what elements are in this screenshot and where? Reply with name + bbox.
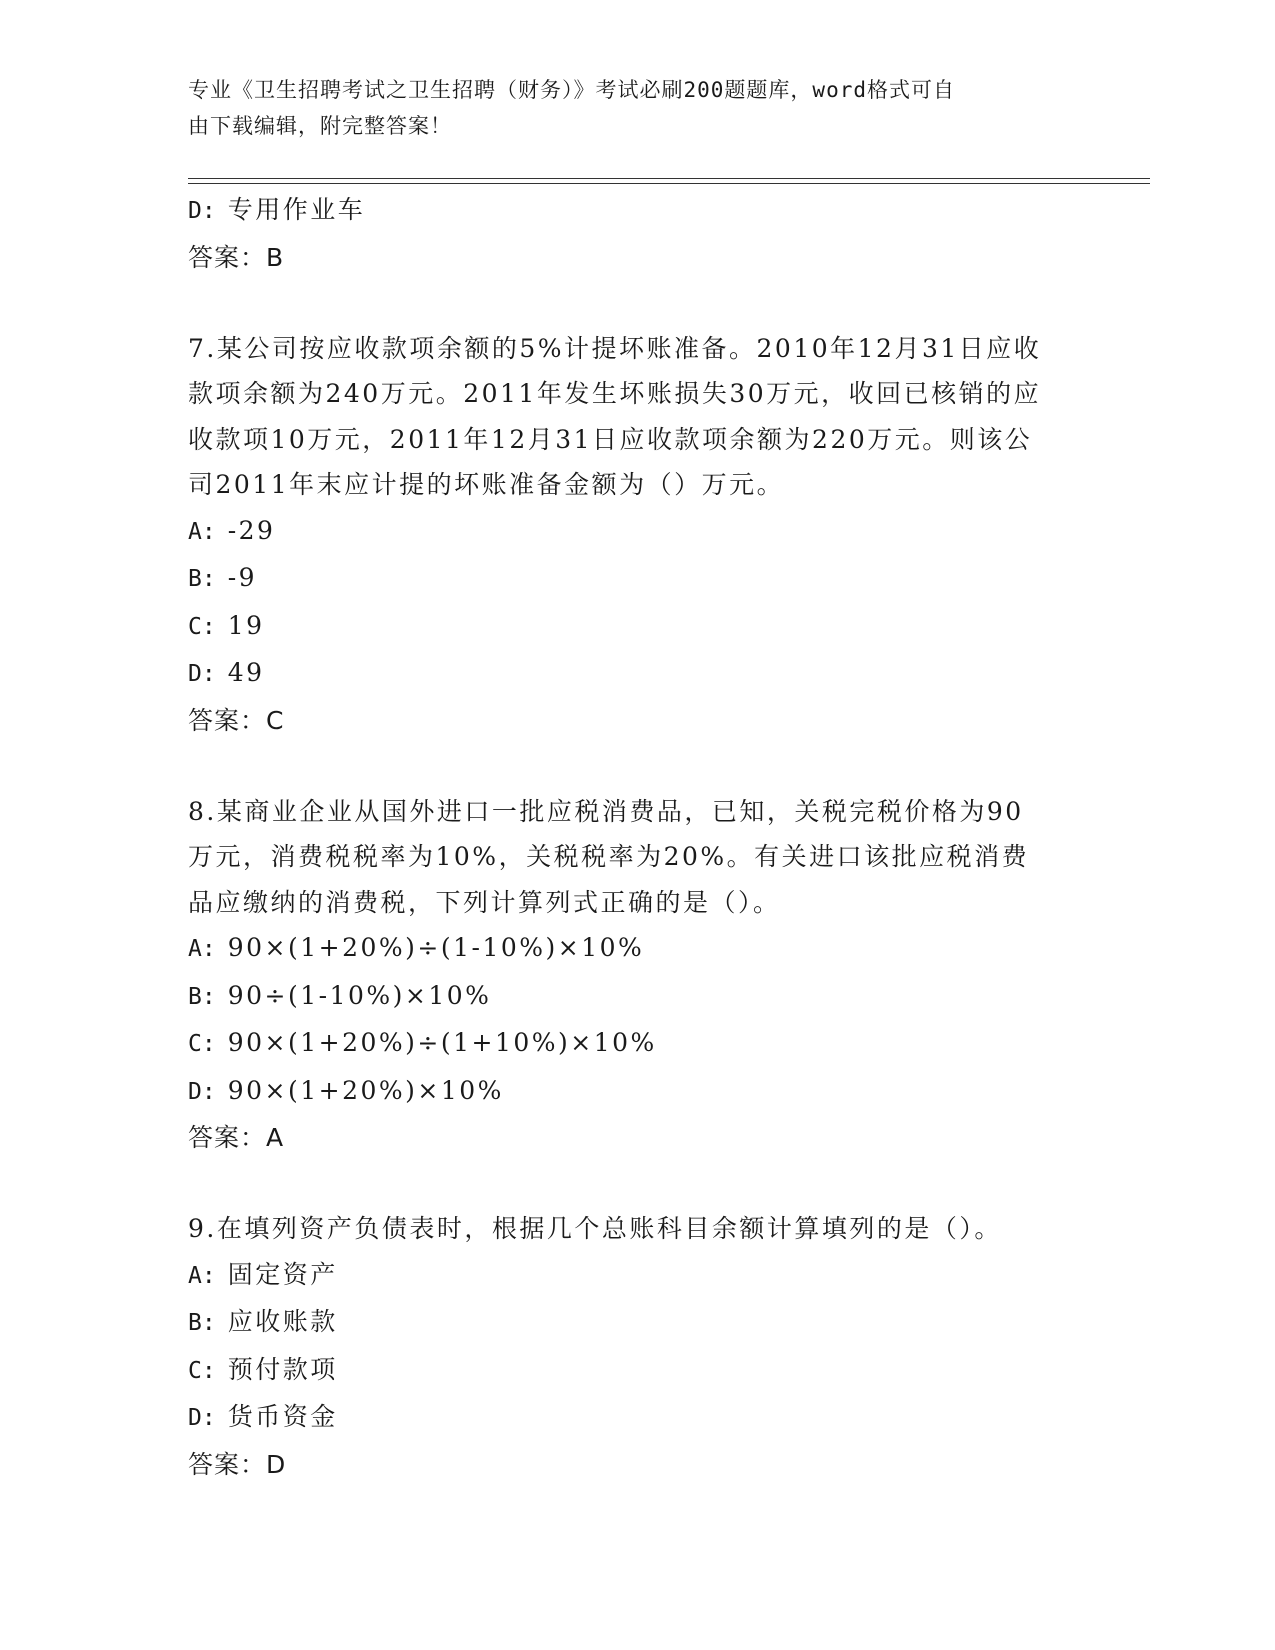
option-row bbox=[188, 1068, 1088, 1116]
spacer bbox=[188, 1161, 1088, 1207]
option-text: 固定资产 bbox=[227, 1259, 338, 1289]
header-line-2: 由下载编辑，附完整答案！ bbox=[188, 114, 452, 138]
option-key: B: bbox=[188, 566, 216, 592]
header-rule-top bbox=[188, 178, 1150, 179]
question-stem-line: 9.在填列资产负债表时，根据几个总账科目余额计算填列的是（）。 bbox=[188, 1214, 1002, 1243]
question-stem-line: 品应缴纳的消费税，下列计算列式正确的是（）。 bbox=[188, 887, 781, 917]
option-row bbox=[188, 1299, 1088, 1347]
option-text: 90×(1+20%)×10% bbox=[227, 1075, 504, 1105]
option-row bbox=[188, 973, 1088, 1021]
question-stem-line: 款项余额为240万元。2011年发生坏账损失30万元，收回已核销的应 bbox=[188, 379, 1042, 408]
option-text: 49 bbox=[227, 658, 265, 687]
option-key: C: bbox=[188, 1357, 216, 1384]
header-rule-bottom bbox=[188, 183, 1150, 184]
answer-line: 答案：D bbox=[188, 1449, 287, 1479]
option-text: 应收账款 bbox=[227, 1307, 338, 1336]
option-key: D: bbox=[188, 198, 216, 224]
spacer bbox=[188, 743, 1088, 789]
option-key: B: bbox=[188, 983, 216, 1010]
question-8 bbox=[188, 789, 1088, 1161]
option-row bbox=[188, 1020, 1088, 1068]
option-text: 90×(1+20%)÷(1+10%)×10% bbox=[227, 1028, 657, 1057]
option-row bbox=[188, 1347, 1088, 1395]
option-key: C: bbox=[188, 1031, 216, 1057]
question-stem-line: 8.某商业企业从国外进口一批应税消费品，已知，关税完税价格为90 bbox=[188, 796, 1024, 826]
question-9 bbox=[188, 1206, 1088, 1487]
option-text: 货币资金 bbox=[227, 1402, 338, 1431]
option-key: A: bbox=[188, 518, 216, 545]
option-text: 19 bbox=[227, 610, 265, 640]
question-stem-line: 万元，消费税税率为10%，关税税率为20%。有关进口该批应税消费 bbox=[188, 842, 1030, 871]
option-row bbox=[188, 187, 1088, 235]
question-stem-line: 司2011年末应计提的坏账准备金额为（）万元。 bbox=[188, 470, 785, 499]
option-row bbox=[188, 650, 1088, 698]
option-text: 预付款项 bbox=[227, 1354, 338, 1384]
option-key: D: bbox=[188, 1405, 216, 1431]
option-text: -9 bbox=[227, 563, 258, 592]
option-row bbox=[188, 555, 1088, 603]
option-text: 90÷(1-10%)×10% bbox=[227, 980, 492, 1010]
header-line-1: 专业《卫生招聘考试之卫生招聘（财务）》考试必刷200题题库，word格式可自 bbox=[188, 78, 955, 102]
answer-line: 答案：B bbox=[188, 242, 285, 272]
option-row bbox=[188, 925, 1088, 973]
option-key: D: bbox=[188, 1078, 216, 1105]
option-key: C: bbox=[188, 613, 216, 640]
document-body bbox=[188, 187, 1088, 1487]
option-text: 90×(1+20%)÷(1-10%)×10% bbox=[227, 933, 645, 962]
option-row bbox=[188, 1394, 1088, 1442]
document-header bbox=[188, 72, 1068, 144]
option-key: B: bbox=[188, 1310, 216, 1336]
answer-line: 答案：C bbox=[188, 705, 285, 735]
option-text: -29 bbox=[227, 515, 276, 545]
question-stem-line: 7.某公司按应收款项余额的5%计提坏账准备。2010年12月31日应收 bbox=[188, 333, 1042, 363]
question-stem-line: 收款项10万元，2011年12月31日应收款项余额为220万元。则该公 bbox=[188, 424, 1033, 454]
option-row bbox=[188, 603, 1088, 651]
answer-line: 答案：A bbox=[188, 1123, 285, 1152]
option-key: A: bbox=[188, 936, 216, 962]
option-row bbox=[188, 508, 1088, 556]
option-row bbox=[188, 1252, 1088, 1300]
option-text: 专用作业车 bbox=[227, 195, 366, 224]
spacer bbox=[188, 280, 1088, 326]
option-key: D: bbox=[188, 661, 216, 687]
question-7 bbox=[188, 326, 1088, 744]
option-key: A: bbox=[188, 1262, 216, 1289]
